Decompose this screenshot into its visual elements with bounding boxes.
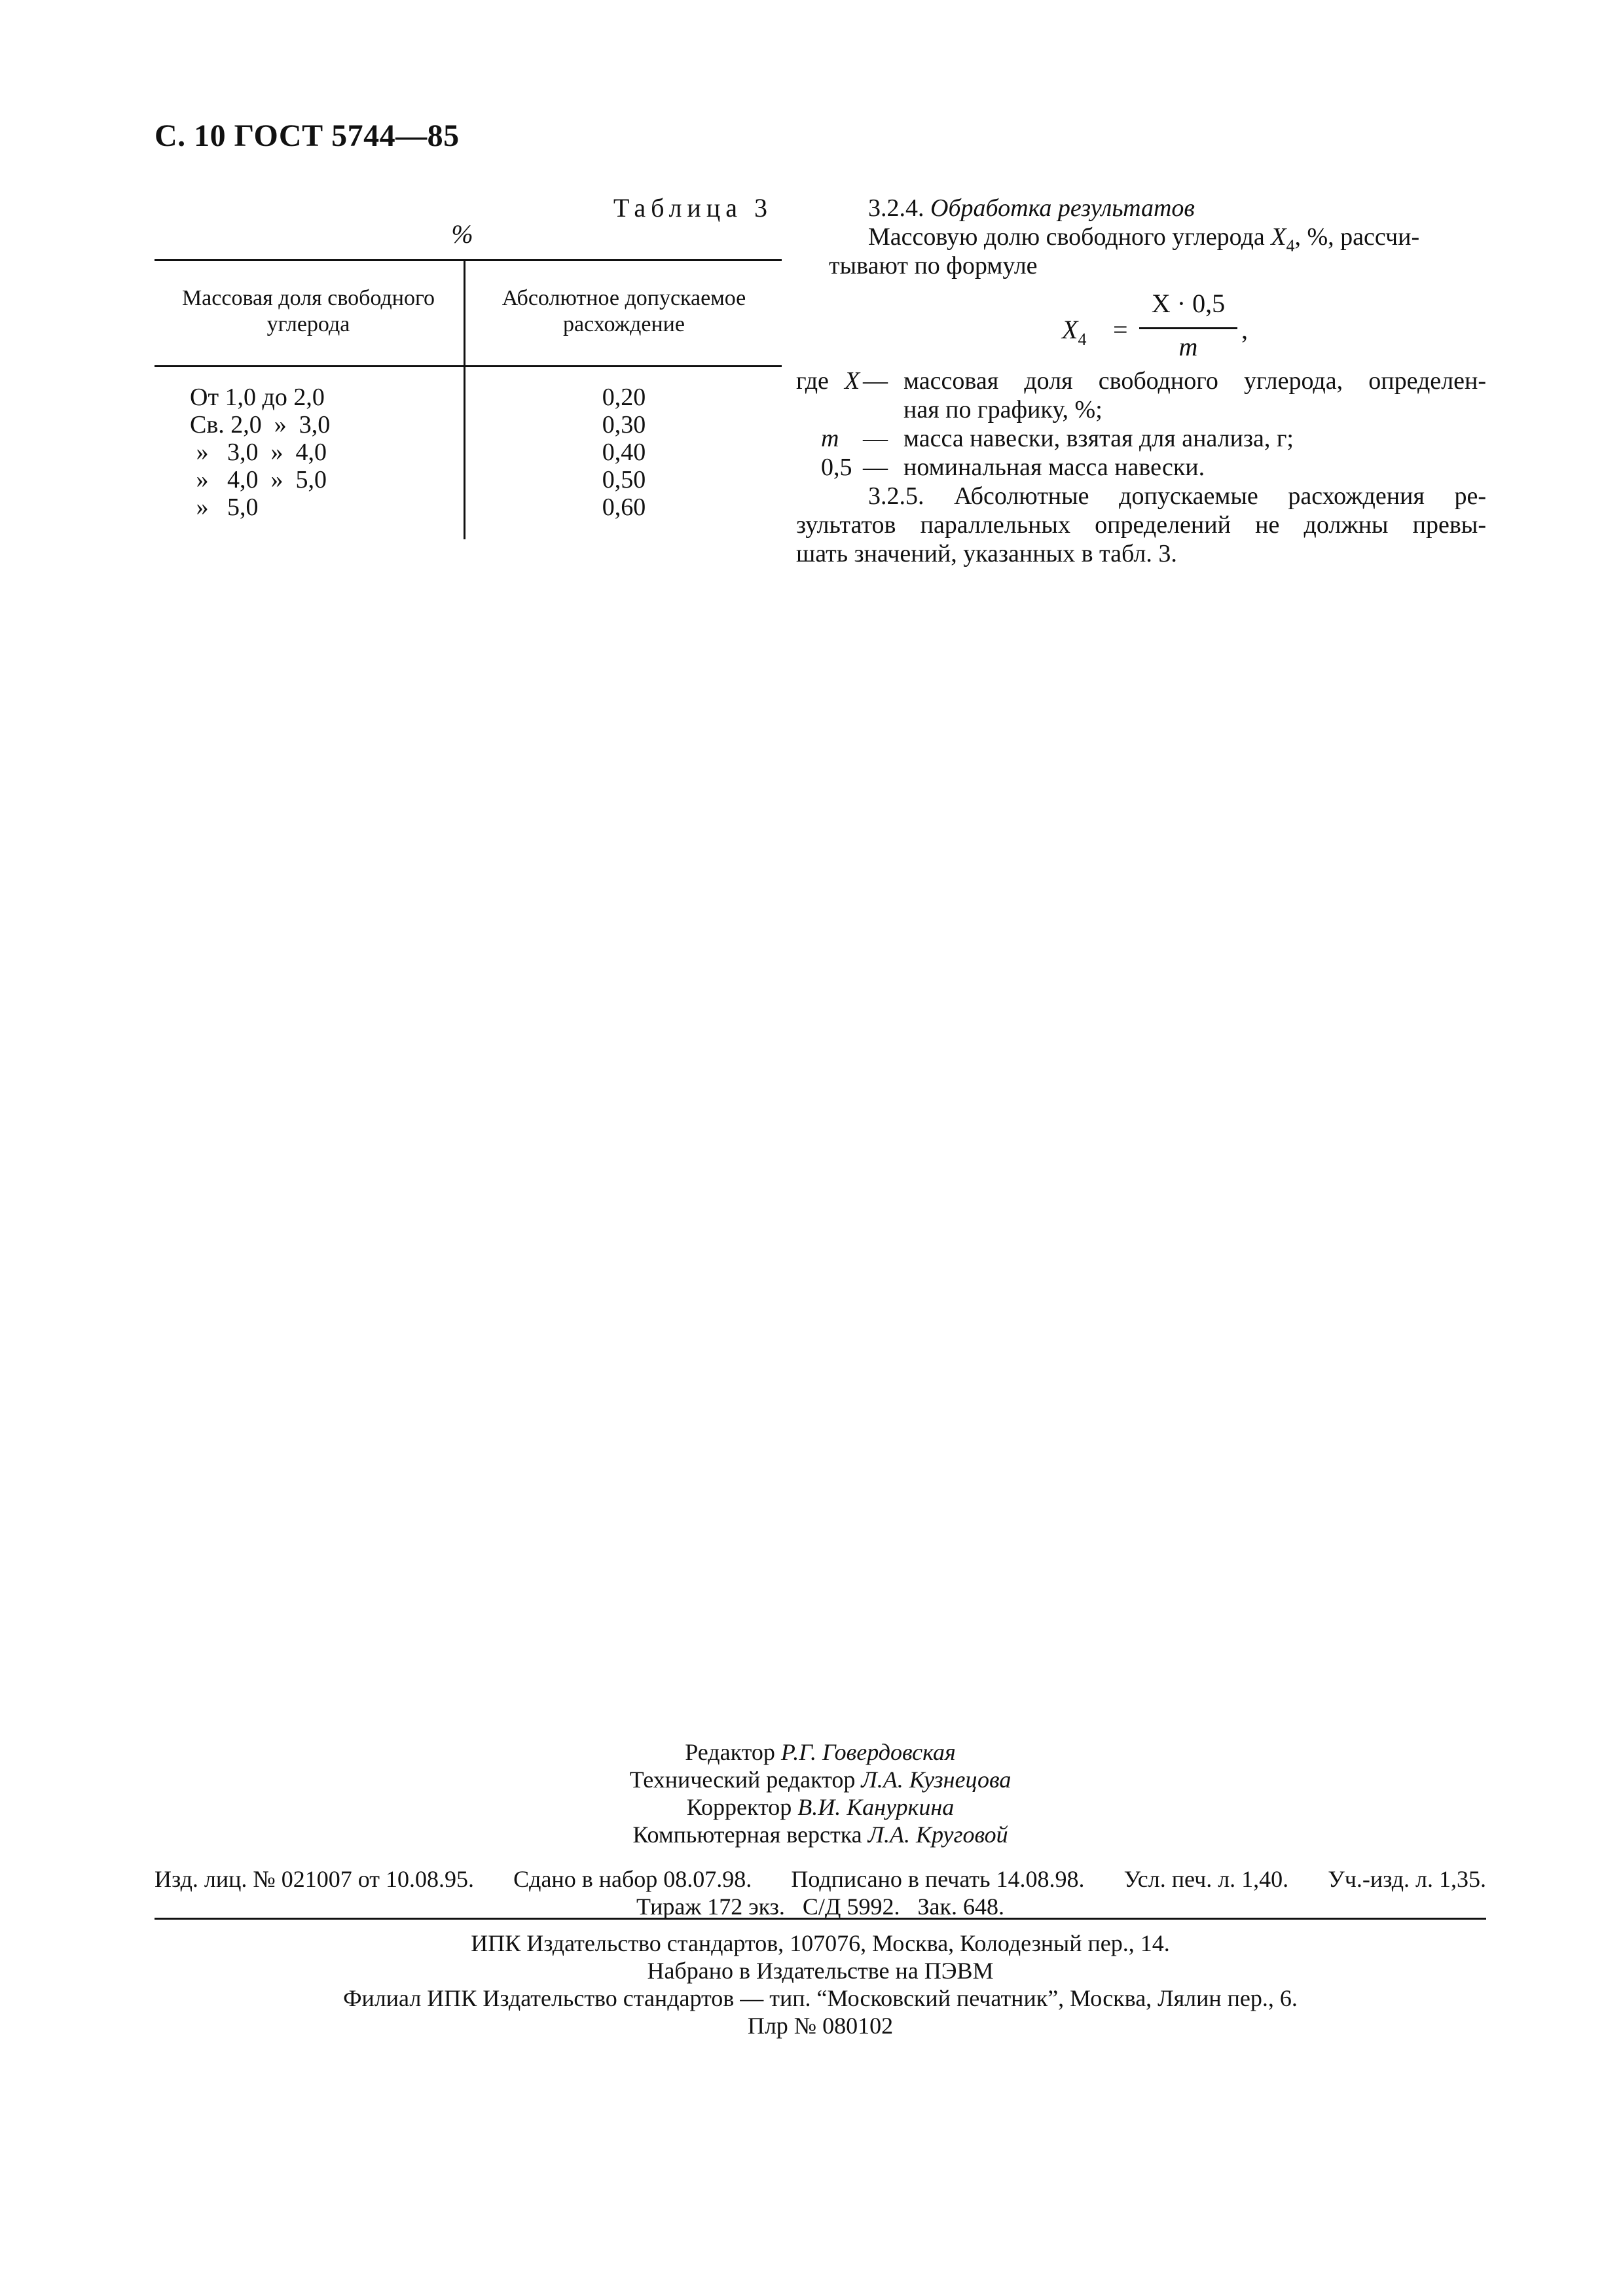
def-dash: — — [863, 367, 888, 395]
table-unit: % — [451, 219, 473, 249]
credit-editor: Редактор Р.Г. Говердовская — [685, 1739, 956, 1765]
page-header: С. 10 ГОСТ 5744—85 — [155, 118, 460, 153]
table-caption: Таблица 3 — [613, 193, 773, 223]
table-cell-value: 0,40 — [602, 439, 646, 466]
intro-line-2: тывают по формуле — [829, 252, 1038, 279]
def-x-text-2: ная по графику, %; — [903, 396, 1103, 423]
footer-rule — [155, 1918, 1486, 1920]
def-symbol-nominal: 0,5 — [821, 454, 852, 481]
table-cell-value: 0,20 — [602, 384, 646, 411]
fraction-bar — [1139, 327, 1237, 329]
p325-line-3: шать значений, указанных в табл. 3. — [796, 540, 1177, 567]
imprint-line-2: Тираж 172 экз. С/Д 5992. Зак. 648. — [636, 1893, 1004, 1920]
table-cell-range: » 3,0 » 4,0 — [190, 439, 327, 466]
publisher-line-1: ИПК Издательство стандартов, 107076, Москва, Колодезный пер., 14. — [471, 1930, 1170, 1956]
table-column-divider — [464, 259, 465, 539]
def-x-text-1: массовая доля свободного углерода, определен- — [903, 367, 1486, 395]
def-dash: — — [863, 425, 888, 452]
def-m-text: масса навески, взятая для анализа, г; — [903, 425, 1294, 452]
table-top-rule — [155, 259, 782, 261]
credit-tech-editor: Технический редактор Л.А. Кузнецова — [629, 1767, 1012, 1793]
table-header-mass-fraction: Массовая доля свободного углерода — [181, 286, 435, 336]
where-label: где — [796, 367, 829, 395]
table-cell-value: 0,50 — [602, 466, 646, 493]
imprint-line-1: Изд. лиц. № 021007 от 10.08.95. Сдано в набор 08.07.98. Подписано в печать 14.08.98. Усл. печ. л. 1,40. Уч.-изд. л. 1,35. — [155, 1866, 1486, 1892]
p325-line-1: 3.2.5. Абсолютные допускаемые расхождения ре- — [868, 482, 1486, 510]
table-cell-range: » 5,0 — [190, 493, 259, 521]
p325-line-2: зультатов параллельных определений не должны превы- — [796, 511, 1486, 539]
section-heading: 3.2.4. Обработка результатов — [868, 194, 1195, 222]
def-dash: — — [863, 454, 888, 481]
publisher-line-3: Филиал ИПК Издательство стандартов — тип. “Московский печатник”, Москва, Лялин пер., 6. — [343, 1985, 1298, 2011]
publisher-line-4: Плр № 080102 — [747, 2013, 894, 2039]
table-cell-range: » 4,0 » 5,0 — [190, 466, 327, 493]
formula: $X_4$ = X · 0,5 m , — [1062, 289, 1248, 361]
credit-proofreader: Корректор В.И. Кануркина — [686, 1794, 955, 1820]
table-cell-range: Св. 2,0 » 3,0 — [190, 411, 331, 439]
def-symbol-x: X — [845, 367, 860, 395]
intro-line-1: Массовую долю свободного углерода $X_4$, %, рассчи- — [868, 223, 1420, 255]
credit-layout: Компьютерная верстка Л.А. Круговой — [632, 1821, 1008, 1848]
formula-numerator: X · 0,5 — [1151, 289, 1226, 318]
def-symbol-m: m — [821, 425, 839, 452]
publisher-line-2: Набрано в Издательстве на ПЭВМ — [647, 1958, 994, 1984]
formula-denominator: m — [1178, 332, 1198, 361]
table-cell-value: 0,60 — [602, 493, 646, 521]
table-cell-range: От 1,0 до 2,0 — [190, 384, 325, 411]
table-header-rule — [155, 365, 782, 367]
table-header-tolerance: Абсолютное допускаемое расхождение — [501, 286, 746, 336]
def-nominal-text: номинальная масса навески. — [903, 454, 1205, 481]
table-cell-value: 0,30 — [602, 411, 646, 439]
